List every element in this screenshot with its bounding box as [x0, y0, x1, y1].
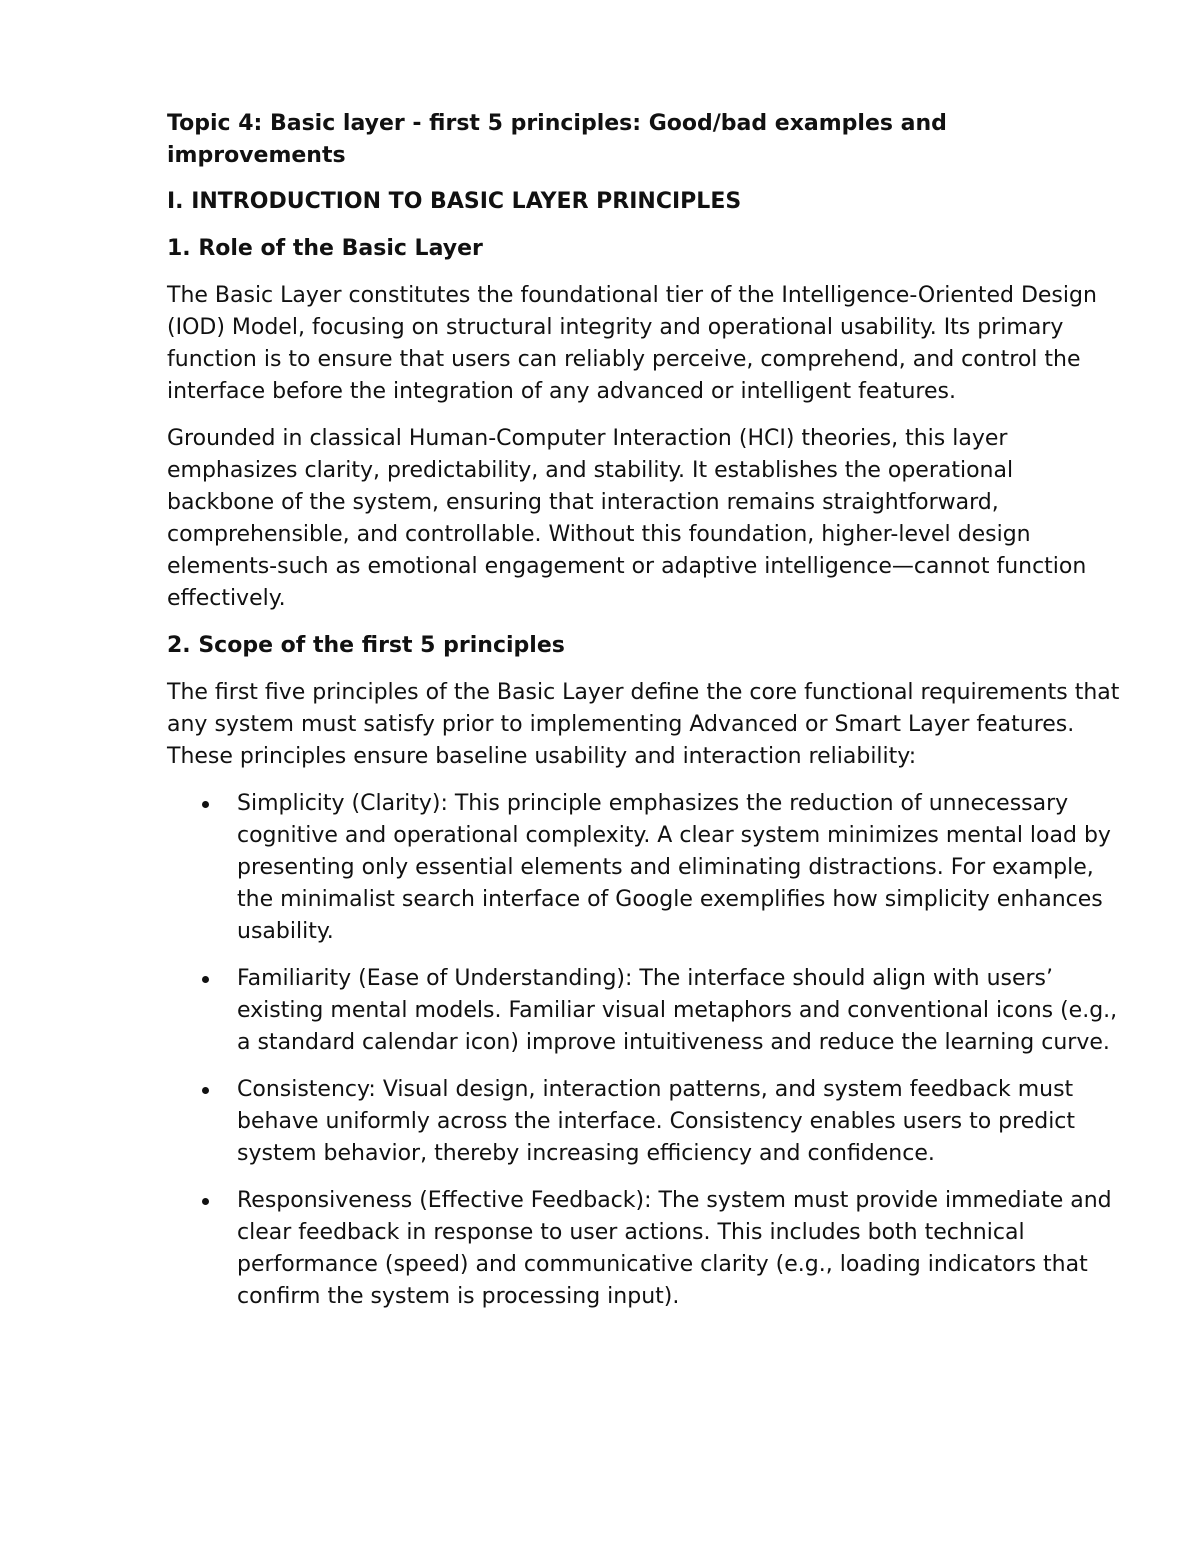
paragraph: Grounded in classical Human-Computer Interaction (HCI) theories, this layer emphasizes clarity, predictability, and stability. It establishes the operational backbone of the system, ensuring that interaction remains straightforward, comprehensible, and controllable. Without this foundation, higher-level design elements-such as emotional engagement or adaptive intelligence—cannot function effectively. — [167, 426, 1087, 611]
list-item — [167, 963, 1127, 1059]
list-item-text: Simplicity (Clarity): This principle emphasizes the reduction of unnecessary cognitive and operational complexity. A clear system minimizes mental load by presenting only essential elements and eliminating distractions. For example, the minimalist search interface of Google exemplifies how simplicity enhances usability. — [237, 791, 1111, 944]
list-item — [167, 1074, 1127, 1170]
principles-list — [167, 788, 1127, 1313]
list-item-text: Consistency: Visual design, interaction patterns, and system feedback must behave uniformly across the interface. Consistency enables users to predict system behavior, thereby increasing efficiency and confidence. — [237, 1077, 1076, 1166]
subsection-heading-role: 1. Role of the Basic Layer — [167, 236, 483, 261]
paragraph: The Basic Layer constitutes the foundational tier of the Intelligence-Oriented Design (IOD) Model, focusing on structural integrity and operational usability. Its primary function is to ensure that users can reliably perceive, comprehend, and control the interface before the integration of any advanced or intelligent features. — [167, 283, 1097, 404]
subsection-heading-scope: 2. Scope of the first 5 principles — [167, 633, 565, 658]
list-item — [167, 788, 1127, 948]
list-item-text: Familiarity (Ease of Understanding): The interface should align with users’ existing mental models. Familiar visual metaphors and conventional icons (e.g., a standard calendar icon) improve intuitiveness and reduce the learning curve. — [237, 966, 1118, 1055]
document-title: Topic 4: Basic layer - first 5 principles: Good/bad examples and improvements — [167, 111, 947, 168]
list-item-text: Responsiveness (Effective Feedback): The system must provide immediate and clear feedback in response to user actions. This includes both technical performance (speed) and communicative clarity (e.g., loading indicators that confirm the system is processing input). — [237, 1188, 1112, 1309]
paragraph: The first five principles of the Basic Layer define the core functional requirements that any system must satisfy prior to implementing Advanced or Smart Layer features. These principles ensure baseline usability and interaction reliability: — [167, 680, 1120, 769]
list-item — [167, 1185, 1127, 1313]
document-page — [167, 108, 1127, 1328]
bullet-icon — [202, 976, 209, 983]
section-heading: I. INTRODUCTION TO BASIC LAYER PRINCIPLES — [167, 189, 742, 214]
bullet-icon — [202, 1198, 209, 1205]
bullet-icon — [202, 1087, 209, 1094]
bullet-icon — [202, 801, 209, 808]
